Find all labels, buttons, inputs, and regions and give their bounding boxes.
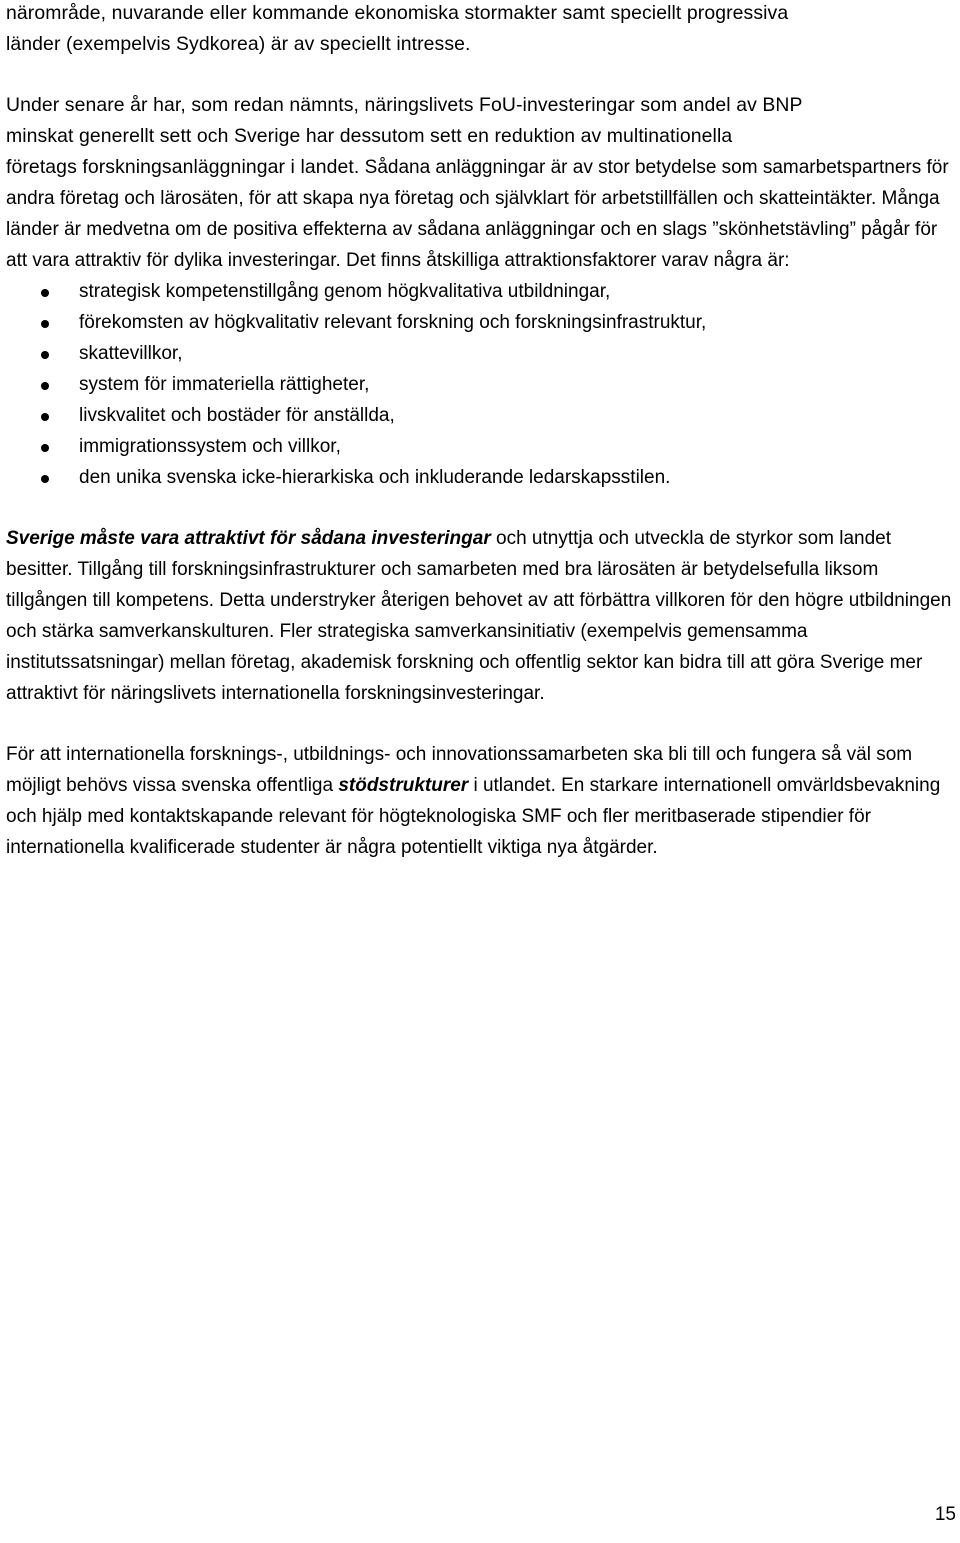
bullet-icon xyxy=(41,444,49,452)
paragraph-spacer xyxy=(6,493,956,523)
list-item-text: system för immateriella rättigheter, xyxy=(79,374,370,395)
list-item xyxy=(6,462,956,493)
para1-line-3: företags forskningsanläggningar i landet. xyxy=(6,156,360,178)
list-item xyxy=(6,276,956,307)
para3-body-end: i utlandet. En starkare internationell omvärldsbevakning och hjälp med kontaktskapande relevant för högteknologiska SMF och fler meritbaserade stipendier för internationella kvalificerade studenter är några potentiellt viktiga nya åtgärder. xyxy=(6,775,941,858)
bullet-icon xyxy=(41,413,49,421)
para2-emphasis: Sverige måste vara attraktivt för sådana investeringar xyxy=(6,528,491,549)
intro-line-2: länder (exempelvis Sydkorea) är av speciellt intresse. xyxy=(6,33,471,55)
document-page xyxy=(6,0,956,863)
list-item xyxy=(6,338,956,369)
list-item xyxy=(6,307,956,338)
bullet-icon xyxy=(41,320,49,328)
bullet-icon xyxy=(41,382,49,390)
attraction-factors-list xyxy=(6,276,956,493)
list-item-text: immigrationssystem och villkor, xyxy=(79,436,341,457)
paragraph-foreign-investment xyxy=(6,90,956,276)
page-number: 15 xyxy=(934,1504,956,1525)
intro-paragraph xyxy=(6,0,956,60)
list-item-text: livskvalitet och bostäder för anställda, xyxy=(79,405,395,426)
para3-body-start: För att internationella forsknings-, utbildnings- och innovationssamarbeten ska bli till och fungera så väl som möjligt behövs vissa svenska offentliga xyxy=(6,744,913,796)
bullet-icon xyxy=(41,289,49,297)
paragraph-support-structures xyxy=(6,739,956,863)
list-item-text: den unika svenska icke-hierarkiska och inkluderande ledarskapsstilen. xyxy=(79,467,671,488)
list-item xyxy=(6,431,956,462)
paragraph-spacer xyxy=(6,60,956,90)
paragraph-spacer xyxy=(6,709,956,739)
para1-line-1: Under senare år har, som redan nämnts, näringslivets FoU-investeringar som andel av BNP xyxy=(6,94,803,116)
paragraph-attractiveness xyxy=(6,523,956,709)
para1-continuation: Sådana anläggningar är av stor betydelse som samarbetspartners för andra företag och lärosäten, för att skapa nya företag och självklart för arbetstillfällen och skatteintäkter. Många länder är medvetna om de positiva effekterna av sådana anläggningar och en slags ”skönhetstävling” pågår för att vara attraktiv för dylika investeringar. Det finns åtskilliga attraktionsfaktorer varav några är: xyxy=(6,157,949,271)
list-item xyxy=(6,400,956,431)
list-item-text: strategisk kompetenstillgång genom högkvalitativa utbildningar, xyxy=(79,281,611,302)
list-item-text: skattevillkor, xyxy=(79,343,183,364)
bullet-icon xyxy=(41,351,49,359)
list-item-text: förekomsten av högkvalitativ relevant forskning och forskningsinfrastruktur, xyxy=(79,312,707,333)
para3-emphasis: stödstrukturer xyxy=(338,775,469,796)
intro-line-1: närområde, nuvarande eller kommande ekonomiska stormakter samt speciellt progressiva xyxy=(6,2,789,24)
para1-line-2: minskat generellt sett och Sverige har dessutom sett en reduktion av multinationella xyxy=(6,125,733,147)
list-item xyxy=(6,369,956,400)
bullet-icon xyxy=(41,475,49,483)
para2-body: och utnyttja och utveckla de styrkor som landet besitter. Tillgång till forskningsinfrastrukturer och samarbeten med bra lärosäten är betydelsefulla liksom tillgången till kompetens. Detta understryker återigen behovet av att förbättra villkoren för den högre utbildningen och stärka samverkanskulturen. Fler strategiska samverkansinitiativ (exempelvis gemensamma institutssatsningar) mellan företag, akademisk forskning och offentlig sektor kan bidra till att göra Sverige mer attraktivt för näringslivets internationella forskningsinvesteringar. xyxy=(6,528,952,704)
